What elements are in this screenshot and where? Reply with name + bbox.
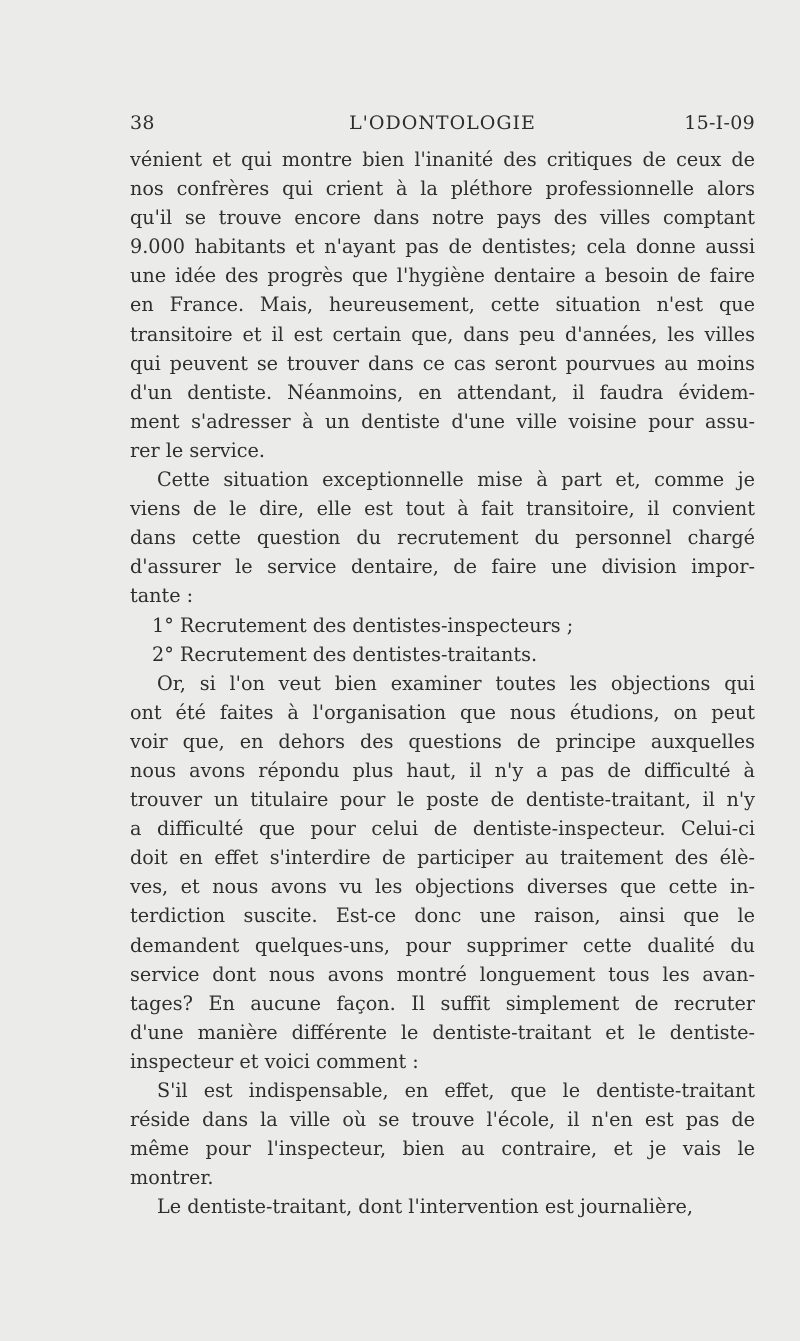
text-line: une idée des progrès que l'hygiène dentaire a besoin de faire xyxy=(130,264,755,288)
text-line: ves, et nous avons vu les objections diverses que cette in- xyxy=(130,875,755,899)
text-line: d'assurer le service dentaire, de faire une division impor- xyxy=(130,555,755,579)
text-line: d'un dentiste. Néanmoins, en attendant, il faudra évidem- xyxy=(130,380,755,404)
text-line: doit en effet s'interdire de participer au traitement des élè- xyxy=(130,846,755,870)
text-line: en France. Mais, heureusement, cette situation n'est que xyxy=(130,293,755,317)
text-line: ont été faites à l'organisation que nous étudions, on peut xyxy=(130,700,755,724)
text-line: nous avons répondu plus haut, il n'y a pas de difficulté à xyxy=(130,758,755,782)
issue-date: 15-I-09 xyxy=(684,112,755,134)
text-line: S'il est indispensable, en effet, que le dentiste-traitant xyxy=(157,1079,755,1102)
text-line: dans cette question du recrutement du personnel chargé xyxy=(130,526,755,550)
text-line: ment s'adresser à un dentiste d'une ville voisine pour assu- xyxy=(130,409,755,433)
text-line: montrer. xyxy=(130,1166,214,1190)
text-line: inspecteur et voici comment : xyxy=(130,1049,419,1073)
body-text xyxy=(130,145,755,1221)
running-header xyxy=(130,112,755,138)
list-item: 1° Recrutement des dentistes-inspecteurs ; xyxy=(152,613,574,637)
text-line: Or, si l'on veut bien examiner toutes les objections qui xyxy=(157,671,755,695)
text-line: réside dans la ville où se trouve l'école, il n'en est pas de xyxy=(130,1108,755,1132)
text-line: Cette situation exceptionnelle mise à part et, comme je xyxy=(157,468,755,492)
text-line: trouver un titulaire pour le poste de dentiste-traitant, il n'y xyxy=(130,788,755,812)
text-line: 9.000 habitants et n'ayant pas de dentistes; cela donne aussi xyxy=(130,235,755,259)
list-item: 2° Recrutement des dentistes-traitants. xyxy=(152,642,538,666)
text-line: terdiction suscite. Est-ce donc une raison, ainsi que le xyxy=(130,904,755,928)
text-line: transitoire et il est certain que, dans peu d'années, les villes xyxy=(130,322,755,346)
text-line: service dont nous avons montré longuement tous les avan- xyxy=(130,962,755,986)
text-line: voir que, en dehors des questions de principe auxquelles xyxy=(130,729,755,753)
text-line: tages? En aucune façon. Il suffit simplement de recruter xyxy=(130,991,755,1015)
text-line: d'une manière différente le dentiste-traitant et le dentiste- xyxy=(130,1020,755,1044)
text-line: vénient et qui montre bien l'inanité des critiques de ceux de xyxy=(130,148,755,171)
text-line: nos confrères qui crient à la pléthore professionnelle alors xyxy=(130,177,755,201)
text-line: qu'il se trouve encore dans notre pays des villes comptant xyxy=(130,206,755,230)
page-number: 38 xyxy=(130,112,155,134)
journal-title: L'ODONTOLOGIE xyxy=(349,112,536,134)
text-line: demandent quelques-uns, pour supprimer cette dualité du xyxy=(130,933,755,957)
text-line: qui peuvent se trouver dans ce cas seront pourvues au moins xyxy=(130,351,755,375)
text-line: rer le service. xyxy=(130,438,265,462)
text-line: même pour l'inspecteur, bien au contraire, et je vais le xyxy=(130,1137,755,1161)
text-line: viens de le dire, elle est tout à fait transitoire, il convient xyxy=(130,497,755,521)
text-line: tante : xyxy=(130,584,194,608)
text-line: a difficulté que pour celui de dentiste-inspecteur. Celui-ci xyxy=(130,817,755,841)
text-line: Le dentiste-traitant, dont l'intervention est journalière, xyxy=(157,1195,693,1219)
